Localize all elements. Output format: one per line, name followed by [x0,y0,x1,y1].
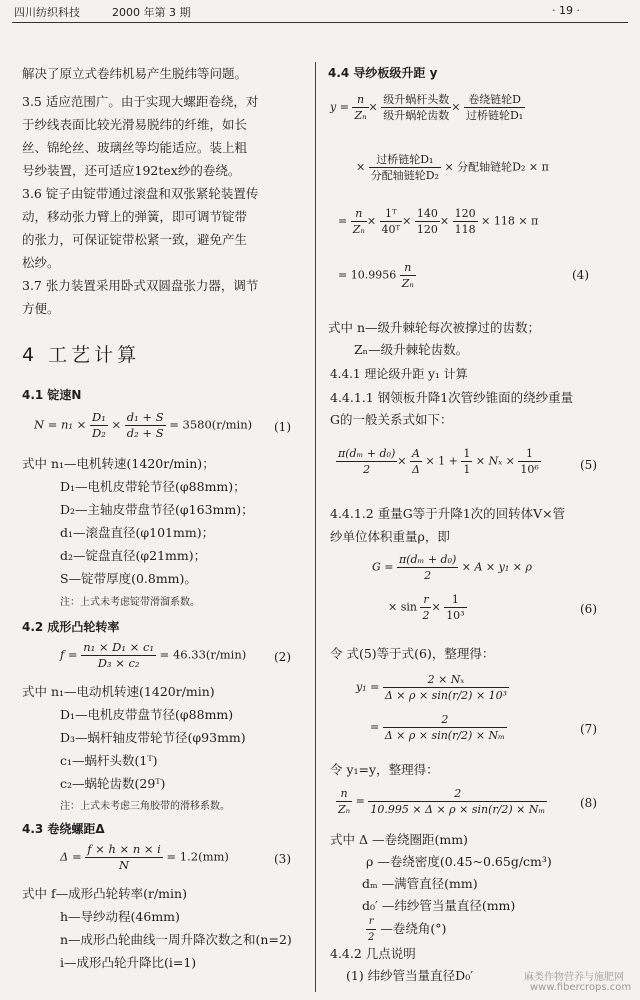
eq7-frac-a: $\frac{\text{2 × Nₓ}}{\text{Δ × ρ × sin(r/2) × 10³}}$ [384,673,508,702]
eq4-frac-b: $\frac{\text{级升蜗杆头数}}{\text{级升蜗轮齿数}}$ [383,93,450,122]
s41-where-2: D₁—电机皮带轮节径(φ88mm)； [60,479,246,494]
s41-where-3: D₂—主轴皮带盘节径(φ163mm)； [60,502,254,517]
eq4-frac-e3: $\frac{140}{120}$ [416,207,438,236]
s8-where-4: d₀′ —纬纱管当量直径(mm) [362,898,516,913]
s41-where-1: 式中 n₁—电机转速(1420r/min)； [22,456,215,471]
s43-where-2: h—导纱动程(46mm) [60,909,180,924]
header-rule [12,22,628,23]
para-3-5-line-2: 于纱线表面比较光滑易脱纬的纤维，如长 [22,117,248,132]
equation-4-line-2: × $\frac{\text{过桥链轮D₁}}{\text{分配轴链轮D₂}}$ × 分配轴链轮D₂ × π [356,153,549,182]
eq5-frac-b: $\frac{A}{\Delta}$ [411,447,420,476]
equation-4-number: (4) [572,268,589,282]
journal-issue: 2000 年第 3 期 [112,6,191,19]
eq8-frac-rhs: $\frac{2}{\text{10.995 × Δ × ρ × sin(r/2) × Nₘ}}$ [370,787,546,816]
eq5-frac-d: $\frac{1}{\text{10⁶}}$ [520,447,539,476]
s43-where-4: i—成形凸轮升降比(i=1) [60,955,197,970]
s8-where-2: ρ —卷绕密度(0.45~0.65g/cm³) [366,854,552,869]
eq4-frac-a: $\frac{n}{\text{Zₙ}}$ [354,93,367,122]
s44-where-1: 式中 n—级升棘轮每次被撑过的齿数； [328,320,541,335]
s8-where-5-frac: $\frac{r}{2}$ [368,916,375,943]
eq6-frac-b: $\frac{r}{2}$ [422,593,430,622]
para-3-5-line-4: 号纱装置，还可适应192tex纱的卷绕。 [22,163,241,178]
eq4-frac-f: $\frac{n}{\text{Zₙ}}$ [401,261,414,290]
equation-3 [60,842,229,873]
eq2-fraction: $\frac{\text{n₁ × D₁ × c₁}}{\text{D₃ × c₂}}$ [83,640,155,670]
s41-where-5: d₂—锭盘直径(φ21mm)； [60,548,207,563]
s42-where-5: c₂—蜗轮齿数(29ᵀ) [60,776,166,791]
eq1-lhs: N = n₁ × [34,417,87,432]
para-3-6-line-3: 的张力，可保证锭带松紧一致，避免产生 [22,232,248,247]
equation-5: $\frac{\text{π(dₘ + d₀)}}{2}$ × $\frac{A}{\Delta}$ × 1 + $\frac{1}{1}$ × Nₓ × $\frac{1}{\text{10⁶}}$ [338,447,539,476]
s8-where-3: dₘ —满管直径(mm) [362,876,478,891]
s43-where-3: n—成形凸轮曲线一周升降次数之和(n=2) [60,932,292,947]
section-4-4-1-title: 4.4.1 理论级升距 y₁ 计算 [330,367,468,381]
eq1-fraction-2: $\frac{\text{d₁ + S}}{\text{d₂ + S}}$ [126,410,164,440]
eq7-frac-b: $\frac{2}{\text{Δ × ρ × sin(r/2) × Nₘ}}$ [384,713,505,742]
eq3-result: = 1.2(mm) [166,849,229,864]
eq4-lhs: y = [330,100,349,114]
equation-8: $\frac{n}{\text{Zₙ}}$ = $\frac{2}{\text{10.995 × Δ × ρ × sin(r/2) × Nₘ}}$ [338,787,546,816]
eq4-frac-d: $\frac{\text{过桥链轮D₁}}{\text{分配轴链轮D₂}}$ [370,153,439,182]
para-3-7-line-1: 3.7 张力装置采用卧式双圆盘张力器，调节 [22,278,259,293]
let-text-2: 令 y₁=y，整理得： [330,762,439,777]
eq5-frac-c: $\frac{1}{1}$ [463,447,471,476]
s42-where-4: c₁—蜗杆头数(1ᵀ) [60,753,158,768]
column-divider [315,62,316,992]
eq4-e-tail: × 118 × π [481,214,539,228]
equation-6-line-2: × sin $\frac{r}{2}$ × $\frac{1}{\text{10³}}$ [388,593,465,622]
eq6-lhs: G = [372,560,394,574]
s8-where-5 [366,914,446,945]
s4411-text-2: G的一般关系式如下： [330,412,453,427]
eq6-tail: × A × y₁ × ρ [461,560,532,574]
para-3-5-line-1: 3.5 适应范围广。由于实现大螺距卷绕，对 [22,94,259,109]
equation-5-number: (5) [580,458,597,472]
equation-4-line-1: y = $\frac{n}{\text{Zₙ}}$ × $\frac{\text{级升蜗杆头数}}{\text{级升蜗轮齿数}}$ × $\frac{\text{卷绕链轮D}}{\text{过桥链轮D₁}}$ [330,93,524,122]
section-4-3-title: 4.3 卷绕螺距Δ [22,822,105,836]
equation-1: N = n₁ × $\frac{\text{D₁}}{\text{D₂}}$ × $\frac{\text{d₁ + S}}{\text{d₂ + S}}$ = 3580(r/min) [34,410,253,440]
para-3-6-line-4: 松纱。 [22,255,60,270]
equation-7-line-1 [356,672,509,703]
eq5-mid: × 1 + [425,454,458,468]
s44-where-2: Zₙ—级升棘轮齿数。 [354,342,469,357]
eq1-fraction-1: $\frac{\text{D₁}}{\text{D₂}}$ [91,410,106,440]
eq6-frac-a: $\frac{\text{π(dₘ + d₀)}}{2}$ [399,553,457,582]
s43-where-1: 式中 f—成形凸轮转率(r/min) [22,886,187,901]
equation-8-number: (8) [580,796,597,810]
eq7-lhs: y₁ = [356,680,380,694]
s42-where-2: D₁—电机皮带盘节径(φ88mm) [60,707,234,722]
s442-item-1: (1) 纬纱管当量直径D₀′ [346,968,474,983]
eq8-frac-lhs: $\frac{n}{\text{Zₙ}}$ [338,787,351,816]
s41-where-6: S—锭带厚度(0.8mm)。 [60,571,197,586]
para-3-6-line-1: 3.6 锭子由锭带通过滚盘和双张紧轮装置传 [22,186,259,201]
section-4-1-title: 4.1 锭速N [22,388,82,402]
s42-note: 注：上式未考虑三角胶带的滑移系数。 [60,801,230,812]
eq4-frac-e4: $\frac{120}{118}$ [454,207,476,236]
eq4-d-tail: × 分配轴链轮D₂ × π [444,160,549,174]
s8-where-1: 式中 Δ —卷绕圈距(mm) [330,832,468,847]
eq3-lhs: Δ = [60,849,82,864]
let-text-1: 令 式(5)等于式(6)，整理得： [330,646,495,661]
s41-where-4: d₁—滚盘直径(φ101mm)； [60,525,215,540]
equation-1-number: (1) [274,420,291,434]
equation-4-line-4 [338,260,416,291]
s42-where-3: D₃—蜗杆轴皮带轮节径(φ93mm) [60,730,246,745]
eq3-fraction: $\frac{f \times h \times n \times i}{N}$ [87,842,161,872]
page-number: · 19 · [552,4,580,17]
eq2-result: = 46.33(r/min) [159,647,247,662]
s4412-text-2: 纱单位体积重量ρ，即 [330,529,450,544]
para-3-5-line-3: 丝、锦纶丝、玻璃丝等均能适应。装上粗 [22,140,248,155]
eq1-result: = 3580(r/min) [169,417,253,432]
s4411-text-1: 4.4.1.1 钢领板升降1次管纱锥面的绕纱重量 [330,390,574,405]
para-3-7-line-2: 方便。 [22,301,60,316]
eq5-frac-a: $\frac{\text{π(dₘ + d₀)}}{2}$ [338,447,396,476]
journal-name: 四川纺织科技 [14,6,80,19]
section-4-4-2-title: 4.4.2 几点说明 [330,946,416,961]
s42-where-1: 式中 n₁—电动机转速(1420r/min) [22,684,215,699]
para-3-6-line-2: 动，移动张力臂上的弹簧，即可调节锭带 [22,209,248,224]
equation-6-number: (6) [580,602,597,616]
eq6-sin: × sin [388,600,417,614]
section-4-heading: 4 工艺计算 [22,344,141,366]
s8-where-5-text: —卷绕角(°) [380,921,447,936]
equation-6-line-1 [372,552,532,583]
equation-4-line-3: = $\frac{n}{\text{Zₙ}}$ × $\frac{\text{1ᵀ}}{\text{40ᵀ}}$ × $\frac{140}{120}$ × $\frac{120}{118}$ × 118 × π [338,207,539,236]
equation-3-number: (3) [274,852,291,866]
eq4-frac-c: $\frac{\text{卷绕链轮D}}{\text{过桥链轮D₁}}$ [465,93,524,122]
s4412-text-1: 4.4.1.2 重量G等于升降1次的回转体V×管 [330,506,566,521]
watermark-url: www.fibercrops.com [530,982,632,993]
s41-note: 注：上式未考虑锭带滑溜系数。 [60,597,200,608]
section-4-2-title: 4.2 成形凸轮转率 [22,620,120,634]
equation-7-number: (7) [580,722,597,736]
eq5-tail: × Nₓ × [475,454,515,468]
eq4-frac-e1: $\frac{n}{\text{Zₙ}}$ [352,207,365,236]
eq4-f-lhs: = 10.9956 [338,268,397,282]
equation-2-number: (2) [274,650,291,664]
equation-2 [60,640,246,671]
section-4-4-title: 4.4 导纱板级升距 y [328,66,438,80]
equation-7-line-2: = $\frac{2}{\text{Δ × ρ × sin(r/2) × Nₘ}}$ [370,713,505,742]
intro-line: 解决了原立式卷纬机易产生脱纬等问题。 [22,66,248,81]
eq2-lhs: f = [60,647,78,662]
watermark-text: 麻类作物营养与施肥网 [524,972,624,983]
eq6-frac-c: $\frac{1}{\text{10³}}$ [446,593,465,622]
eq4-frac-e2: $\frac{\text{1ᵀ}}{\text{40ᵀ}}$ [381,207,401,236]
